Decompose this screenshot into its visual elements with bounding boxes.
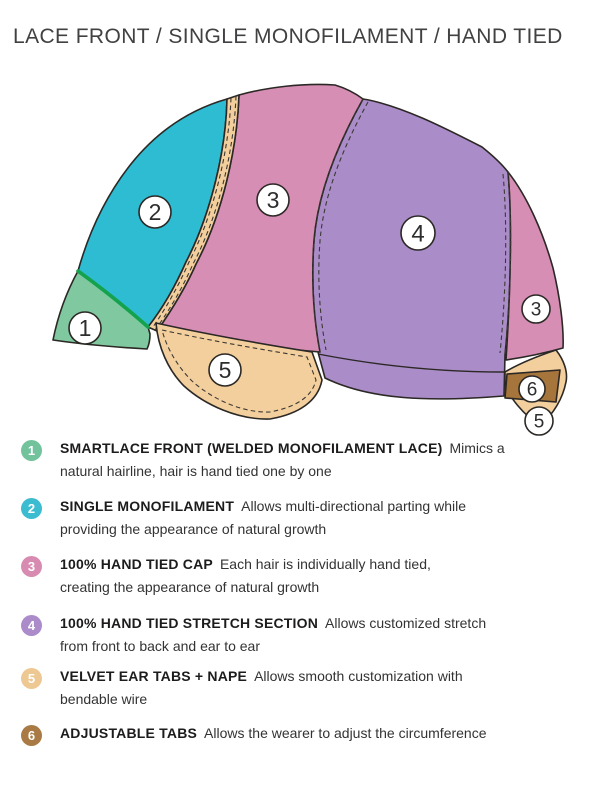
- callout-cap-top: [257, 184, 289, 216]
- svg-text:5: 5: [533, 411, 545, 433]
- legend-term: VELVET EAR TABS + NAPE: [60, 668, 248, 684]
- legend-bullet-2: [21, 498, 42, 519]
- legend-bullet-4: [21, 615, 42, 636]
- callout-ear-tab-right: [525, 407, 553, 435]
- legend-desc-line2: natural hairline, hair is hand tied one by one: [60, 463, 332, 479]
- legend-bullet-number: 1: [27, 443, 36, 459]
- legend-text: [60, 553, 581, 599]
- legend-bullet-number: 2: [27, 501, 36, 517]
- legend-item-single-monofilament: [21, 495, 581, 541]
- legend-bullet-number: 5: [27, 671, 36, 687]
- legend-term: SMARTLACE FRONT (WELDED MONOFILAMENT LACE): [60, 440, 443, 456]
- legend-desc-line2: from front to back and ear to ear: [60, 638, 260, 654]
- svg-text:3: 3: [530, 299, 542, 321]
- legend-term: 100% HAND TIED CAP: [60, 556, 213, 572]
- legend-item-hand-tied-cap: [21, 553, 581, 599]
- svg-text:6: 6: [526, 379, 538, 401]
- legend-desc-line2: creating the appearance of natural growth: [60, 579, 320, 595]
- legend-text: [60, 495, 581, 541]
- legend-text: [60, 612, 581, 658]
- svg-text:5: 5: [218, 357, 232, 383]
- svg-text:3: 3: [266, 187, 280, 213]
- legend-desc-line1: Allows multi-directional parting while: [241, 498, 466, 514]
- legend-term: 100% HAND TIED STRETCH SECTION: [60, 615, 319, 631]
- legend-bullet-6: [21, 725, 42, 746]
- legend-item-adjustable-tabs: [21, 722, 581, 745]
- legend-bullet-1: [21, 440, 42, 461]
- legend-text: [60, 722, 581, 745]
- legend-term: SINGLE MONOFILAMENT: [60, 498, 235, 514]
- legend-desc-line1: Allows customized stretch: [325, 615, 487, 631]
- callout-cap-back: [522, 295, 550, 323]
- callout-nape: [209, 354, 241, 386]
- callout-adjustable-tab: [519, 376, 545, 402]
- legend-item-smartlace-front: [21, 437, 581, 483]
- legend-item-velvet-ear-tabs: [21, 665, 581, 711]
- legend-text: [60, 437, 581, 483]
- callout-stretch: [401, 216, 435, 250]
- legend-item-stretch-section: [21, 612, 581, 658]
- legend-desc-line1: Each hair is individually hand tied,: [219, 556, 431, 572]
- svg-text:2: 2: [148, 199, 162, 225]
- legend-text: [60, 665, 581, 711]
- callout-monofilament: [139, 196, 171, 228]
- svg-text:4: 4: [411, 220, 425, 248]
- legend-bullet-3: [21, 556, 42, 577]
- page-title: LACE FRONT / SINGLE MONOFILAMENT / HAND TIED: [13, 25, 563, 48]
- legend-desc-line1: Mimics a: [449, 440, 505, 456]
- legend-desc-line2: bendable wire: [60, 691, 148, 707]
- callout-front: [69, 312, 101, 344]
- legend-desc-line1: Allows smooth customization with: [254, 668, 463, 684]
- region-hand-tied-cap-back: [506, 172, 563, 360]
- legend-bullet-number: 4: [27, 618, 36, 634]
- legend-bullet-number: 6: [27, 728, 36, 744]
- legend-bullet-5: [21, 668, 42, 689]
- legend-term: ADJUSTABLE TABS: [60, 725, 198, 741]
- legend-bullet-number: 3: [27, 559, 36, 575]
- svg-text:1: 1: [78, 315, 92, 341]
- legend-desc-line1: Allows the wearer to adjust the circumference: [204, 725, 487, 741]
- legend-desc-line2: providing the appearance of natural growth: [60, 521, 327, 537]
